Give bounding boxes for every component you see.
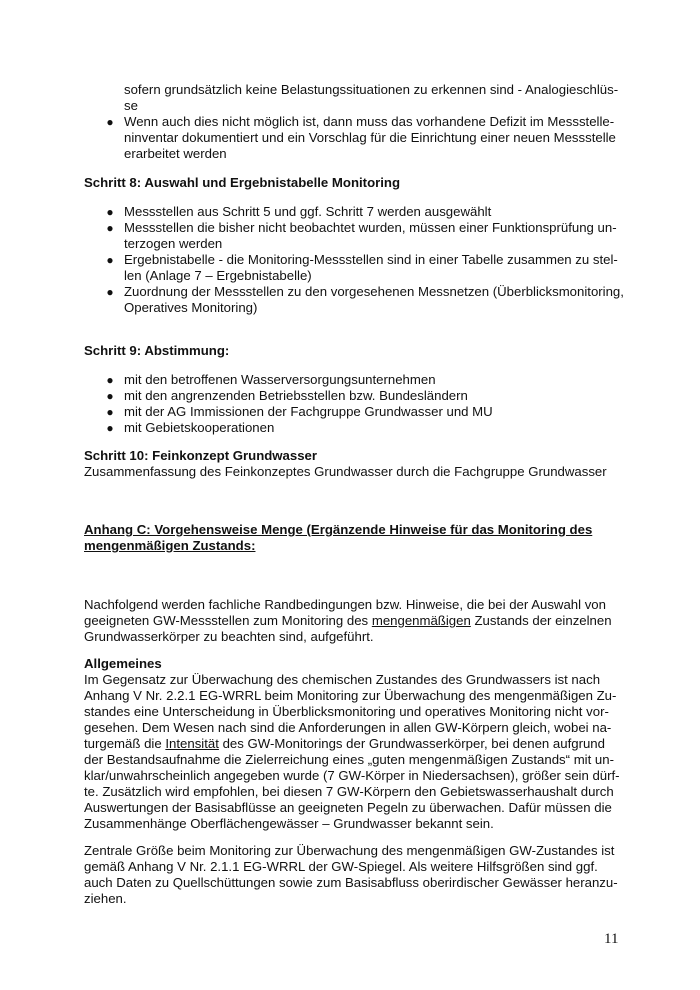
general-line-6: der Bestandsaufnahme die Zielerreichung eines „guten mengenmäßigen Zustands“ mit un- xyxy=(84,752,614,767)
para1-underlined-word: mengenmäßigen xyxy=(371,613,471,628)
step8-item-2-line-2: terzogen werden xyxy=(124,236,223,251)
para1-line-2a: geeigneten GW-Messstellen zum Monitoring des xyxy=(84,613,372,628)
general-line-7: klar/unwahrscheinlich angegeben wurde (7 GW-Körper in Niedersachsen), größer sein dürf- xyxy=(84,768,620,783)
step8-item-4-line-1: Zuordnung der Messstellen zu den vorgesehenen Messnetzen (Überblicksmonitoring, xyxy=(124,284,624,299)
para2-line-4: ziehen. xyxy=(84,891,127,906)
step8-item-3-line-1: Ergebnistabelle - die Monitoring-Messstellen sind in einer Tabelle zusammen zu stel- xyxy=(124,252,618,267)
general-line-8: te. Zusätzlich wird empfohlen, bei diesen 7 GW-Körpern den Gebietswasserhaushalt durch xyxy=(84,784,614,799)
step9-item-3: mit der AG Immissionen der Fachgruppe Grundwasser und MU xyxy=(124,404,493,419)
bullet-icon: ● xyxy=(106,285,114,299)
step9-item-1: mit den betroffenen Wasserversorgungsunternehmen xyxy=(124,372,436,387)
general-line-1: Im Gegensatz zur Überwachung des chemischen Zustandes des Grundwassers ist nach xyxy=(84,672,601,687)
bullet-icon: ● xyxy=(106,205,114,219)
para1-line-2b: Zustands der einzelnen xyxy=(470,613,612,628)
para2-line-3: auch Daten zu Quellschüttungen sowie zum Basisabfluss oberirdischer Gewässer heranzu- xyxy=(84,875,618,890)
para2-line-2: gemäß Anhang V Nr. 2.1.1 EG-WRRL der GW-Spiegel. Als weitere Hilfsgrößen sind ggf. xyxy=(84,859,598,874)
bullet-icon: ● xyxy=(106,221,114,235)
page-number: 11 xyxy=(604,931,619,947)
general-line-9: Auswertungen der Basisabflüsse an geeigneten Pegeln zu überwachen. Dafür müssen die xyxy=(84,800,612,815)
para2-line-1: Zentrale Größe beim Monitoring zur Überwachung des mengenmäßigen GW-Zustandes ist xyxy=(84,843,615,858)
general-line-5a: turgemäß die xyxy=(84,736,166,751)
intro-continuation-line-2: se xyxy=(124,98,138,113)
bullet-icon: ● xyxy=(106,389,114,403)
general-heading: Allgemeines xyxy=(84,656,162,671)
annex-heading-line-2: mengenmäßigen Zustands: xyxy=(84,538,256,553)
step8-item-3-line-2: len (Anlage 7 – Ergebnistabelle) xyxy=(124,268,312,283)
intro-bullet-line-1: Wenn auch dies nicht möglich ist, dann muss das vorhandene Defizit im Messstelle- xyxy=(124,114,615,129)
bullet-icon: ● xyxy=(106,253,114,267)
para1-line-1: Nachfolgend werden fachliche Randbedingungen bzw. Hinweise, die bei der Auswahl von xyxy=(84,597,606,612)
general-line-5b: des GW-Monitorings der Grundwasserkörper, bei denen aufgrund xyxy=(218,736,605,751)
intro-continuation-line-1: sofern grundsätzlich keine Belastungssituationen zu erkennen sind - Analogieschlüs- xyxy=(124,82,619,97)
intro-bullet-line-2: ninventar dokumentiert und ein Vorschlag für die Einrichtung einer neuen Messstelle xyxy=(124,130,616,145)
step8-item-1: Messstellen aus Schritt 5 und ggf. Schritt 7 werden ausgewählt xyxy=(124,204,492,219)
general-underlined-word: Intensität xyxy=(165,736,219,751)
step9-item-2: mit den angrenzenden Betriebsstellen bzw. Bundesländern xyxy=(124,388,468,403)
para1-line-3: Grundwasserkörper zu beachten sind, aufgeführt. xyxy=(84,629,374,644)
step8-item-4-line-2: Operatives Monitoring) xyxy=(124,300,258,315)
step10-text: Zusammenfassung des Feinkonzeptes Grundwasser durch die Fachgruppe Grundwasser xyxy=(84,464,607,479)
general-line-3: standes eine Unterscheidung in Überblicksmonitoring und operatives Monitoring nicht vor- xyxy=(84,704,609,719)
bullet-icon: ● xyxy=(106,373,114,387)
bullet-icon: ● xyxy=(106,405,114,419)
general-line-10: Zusammenhänge Oberflächengewässer – Grundwasser bekannt sein. xyxy=(84,816,494,831)
bullet-icon: ● xyxy=(106,115,114,129)
general-line-2: Anhang V Nr. 2.2.1 EG-WRRL beim Monitoring zur Überwachung des mengenmäßigen Zu- xyxy=(84,688,617,703)
step9-heading: Schritt 9: Abstimmung: xyxy=(84,343,230,358)
step9-item-4: mit Gebietskooperationen xyxy=(124,420,275,435)
step10-heading: Schritt 10: Feinkonzept Grundwasser xyxy=(84,448,318,463)
annex-heading-line-1: Anhang C: Vorgehensweise Menge (Ergänzende Hinweise für das Monitoring des xyxy=(84,522,593,537)
para1-line-2 xyxy=(84,613,612,629)
general-line-4: gesehen. Dem Wesen nach sind die Anforderungen in allen GW-Körpern gleich, wobei na- xyxy=(84,720,612,735)
step8-heading: Schritt 8: Auswahl und Ergebnistabelle Monitoring xyxy=(84,175,401,190)
intro-bullet-line-3: erarbeitet werden xyxy=(124,146,227,161)
step8-item-2-line-1: Messstellen die bisher nicht beobachtet wurden, müssen einer Funktionsprüfung un- xyxy=(124,220,617,235)
bullet-icon: ● xyxy=(106,421,114,435)
general-line-5 xyxy=(84,736,605,752)
